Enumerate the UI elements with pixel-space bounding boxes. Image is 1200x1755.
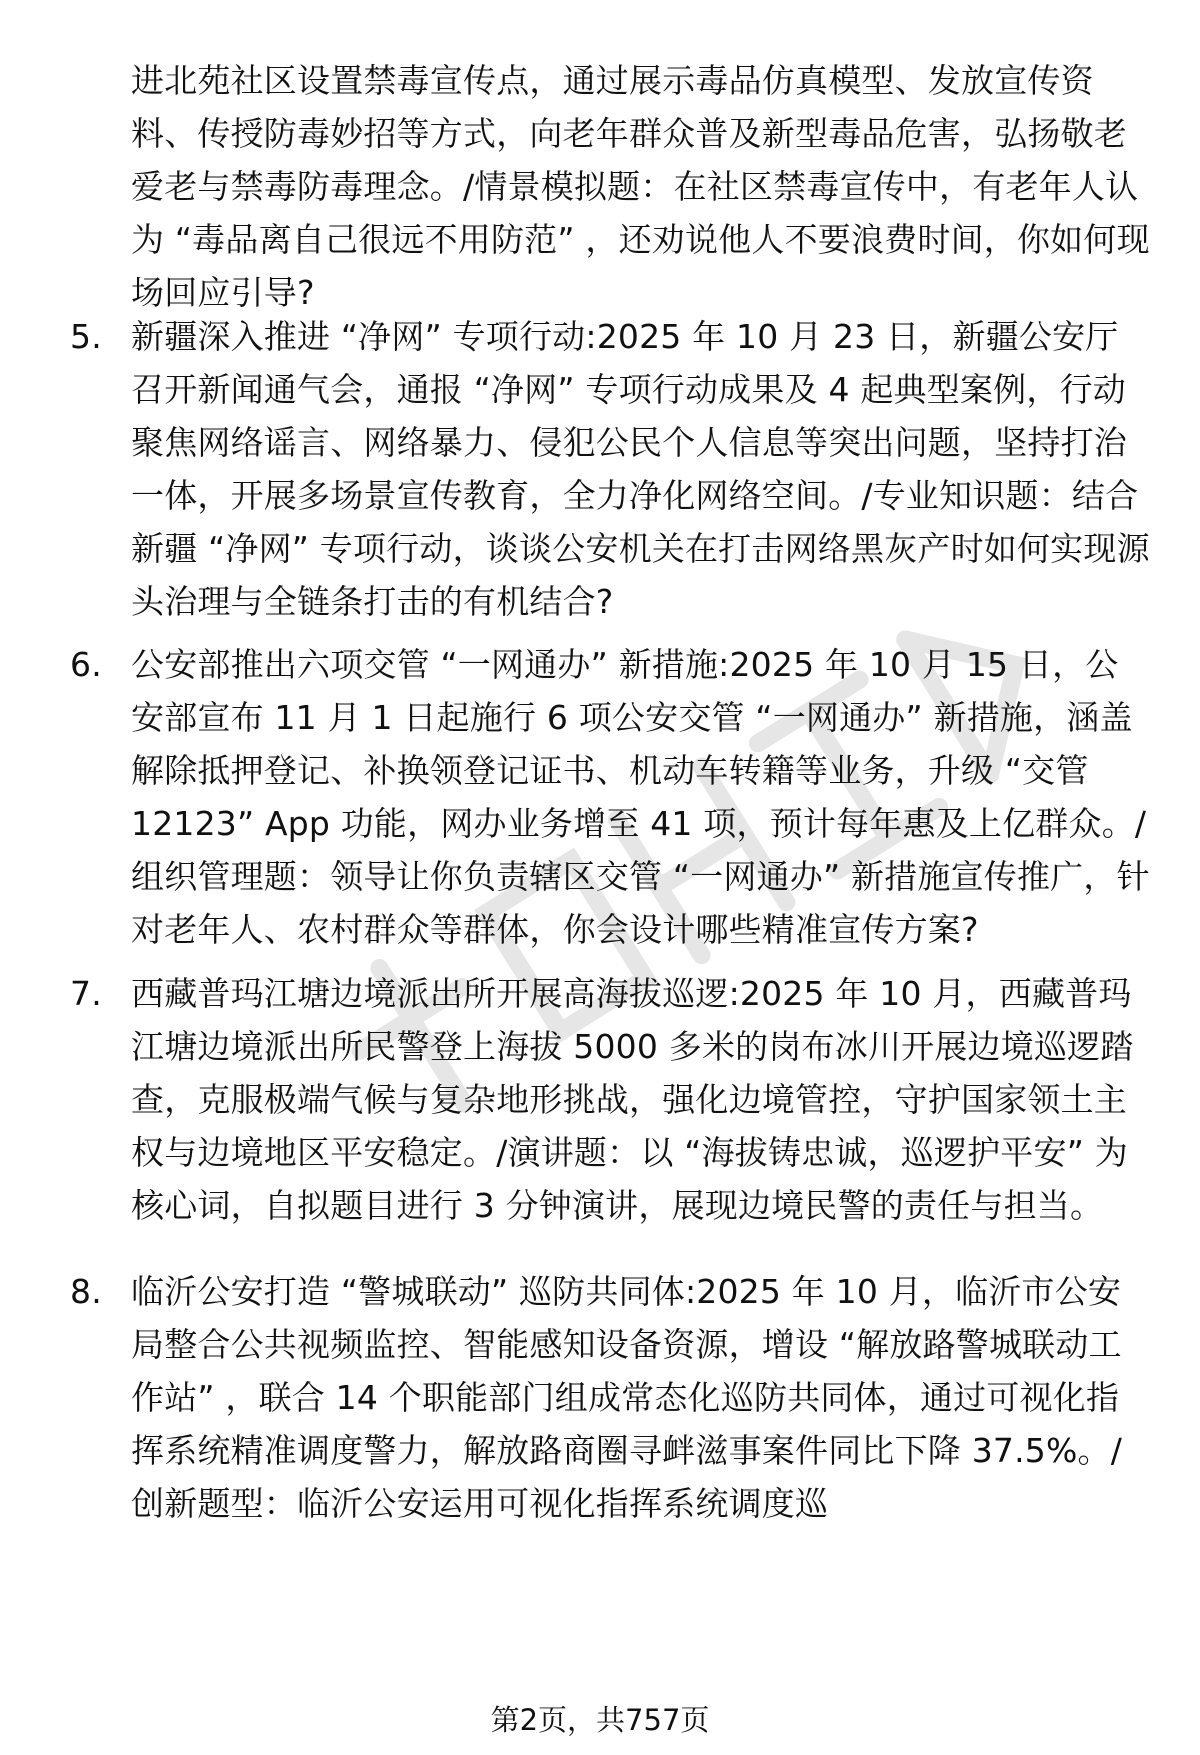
item-number: 8.	[70, 1272, 102, 1311]
list-item	[70, 967, 1160, 1232]
item-text: 公安部推出六项交管 “一网通办” 新措施:2025 年 10 月 15 日，公安部宣布 11 月 1 日起施行 6 项公安交管 “一网通办” 新措施，涵盖解除抵押登记、补换领登记证书、机动车转籍等业务，升级 “交管 12123” App 功能，网办业务增至 41 项，预计每年惠及上亿群众。/组织管理题：领导让你负责辖区交管 “一网通办” 新措施宣传推广，针对老年人、农村群众等群体，你会设计哪些精准宣传方案?	[131, 645, 1150, 949]
list-item	[70, 310, 1160, 628]
item-number: 6.	[70, 645, 102, 684]
item-text: 临沂公安打造 “警城联动” 巡防共同体:2025 年 10 月，临沂市公安局整合公共视频监控、智能感知设备资源，增设 “解放路警城联动工作站” ，联合 14 个职能部门组成常态化巡防共同体，通过可视化指挥系统精准调度警力，解放路商圈寻衅滋事案件同比下降 37.5%。/创新题型：临沂公安运用可视化指挥系统调度巡	[131, 1272, 1123, 1523]
list-item	[70, 638, 1160, 956]
item-text: 新疆深入推进 “净网” 专项行动:2025 年 10 月 23 日，新疆公安厅召开新闻通气会，通报 “净网” 专项行动成果及 4 起典型案例，行动聚焦网络谣言、网络暴力、侵犯公民个人信息等突出问题，坚持打治一体，开展多场景宣传教育，全力净化网络空间。/专业知识题：结合新疆 “净网” 专项行动，谈谈公安机关在打击网络黑灰产时如何实现源头治理与全链条打击的有机结合?	[131, 317, 1150, 621]
page-footer: 第2页，共757页	[490, 1703, 710, 1737]
item-number: 7.	[70, 974, 102, 1013]
continuation-paragraph: 进北苑社区设置禁毒宣传点，通过展示毒品仿真模型、发放宣传资料、传授防毒妙招等方式，向老年群众普及新型毒品危害，弘扬敬老爱老与禁毒防毒理念。/情景模拟题：在社区禁毒宣传中，有老年人认为 “毒品离自己很远不用防范” ，还劝说他人不要浪费时间，你如何现场回应引导?	[131, 61, 1150, 312]
item-number: 5.	[70, 317, 102, 356]
list-item	[70, 1265, 1160, 1530]
item-text: 西藏普玛江塘边境派出所开展高海拔巡逻:2025 年 10 月，西藏普玛江塘边境派出所民警登上海拔 5000 多米的岗布冰川开展边境巡逻踏查，克服极端气候与复杂地形挑战，强化边境管控，守护国家领土主权与边境地区平安稳定。/演讲题：以 “海拔铸忠诚，巡逻护平安” 为核心词，自拟题目进行 3 分钟演讲，展现边境民警的责任与担当。	[131, 974, 1134, 1225]
